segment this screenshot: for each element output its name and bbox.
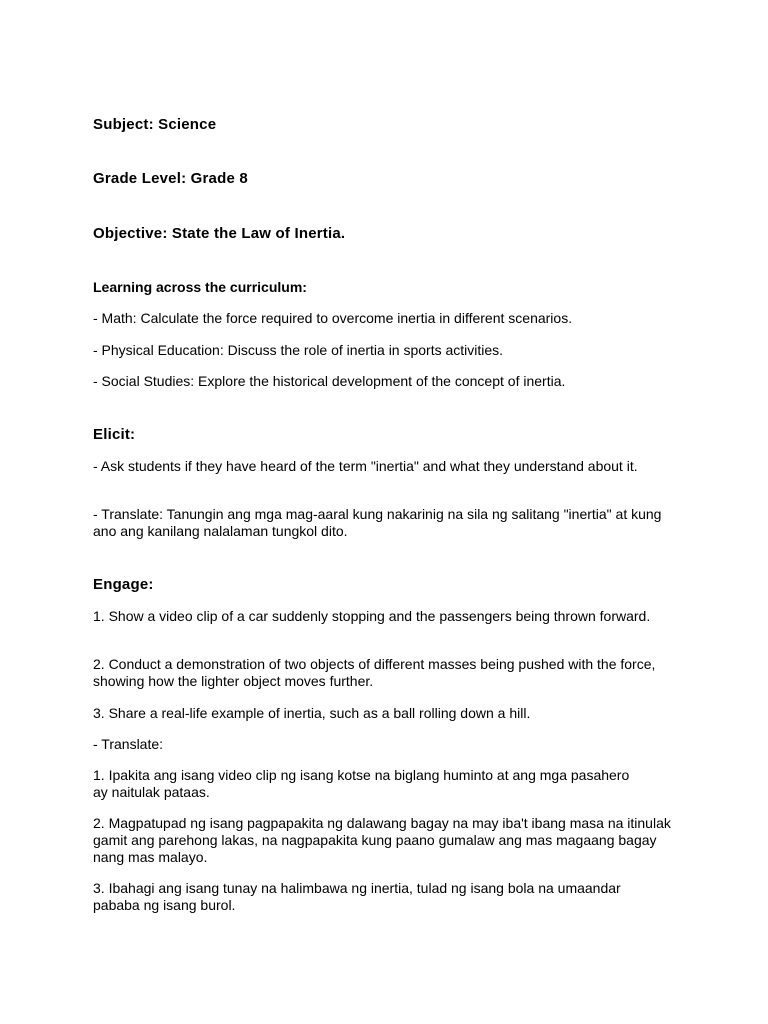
engage-item-2: 2. Conduct a demonstration of two objects of different masses being pushed with the force, showing how the lighter object moves further. bbox=[93, 656, 656, 689]
objective-line: Objective: State the Law of Inertia. bbox=[93, 225, 346, 242]
engage-translated-item-3: 3. Ibahagi ang isang tunay na halimbawa ng inertia, tulad ng isang bola na umaandar pababa ng isang burol. bbox=[93, 880, 621, 913]
learning-item-pe: - Physical Education: Discuss the role of inertia in sports activities. bbox=[93, 342, 504, 358]
elicit-heading: Elicit: bbox=[93, 426, 136, 443]
document-page bbox=[93, 0, 693, 1024]
learning-item-math: - Math: Calculate the force required to overcome inertia in different scenarios. bbox=[93, 310, 573, 326]
grade-level-line: Grade Level: Grade 8 bbox=[93, 170, 248, 187]
learning-item-social-studies: - Social Studies: Explore the historical development of the concept of inertia. bbox=[93, 373, 566, 389]
engage-translate-label: - Translate: bbox=[93, 736, 164, 752]
engage-translated-item-2: 2. Magpatupad ng isang pagpapakita ng dalawang bagay na may iba't ibang masa na itinulak gamit ang parehong lakas, na nagpapakita kung paano gumalaw ang mas magaang bagay nang mas malayo. bbox=[93, 815, 671, 865]
learning-across-heading: Learning across the curriculum: bbox=[93, 279, 307, 295]
engage-translated-item-1: 1. Ipakita ang isang video clip ng isang kotse na biglang huminto at ang mga pasahero ay naitulak pataas. bbox=[93, 767, 630, 800]
elicit-item-translate: - Translate: Tanungin ang mga mag-aaral kung nakarinig na sila ng salitang "inertia" at kung ano ang kanilang nalalaman tungkol dito. bbox=[93, 506, 662, 539]
engage-item-3: 3. Share a real-life example of inertia, such as a ball rolling down a hill. bbox=[93, 705, 531, 721]
engage-item-1: 1. Show a video clip of a car suddenly stopping and the passengers being thrown forward. bbox=[93, 608, 651, 624]
elicit-item-ask: - Ask students if they have heard of the term "inertia" and what they understand about it. bbox=[93, 458, 638, 474]
subject-line: Subject: Science bbox=[93, 116, 217, 133]
engage-heading: Engage: bbox=[93, 576, 154, 593]
